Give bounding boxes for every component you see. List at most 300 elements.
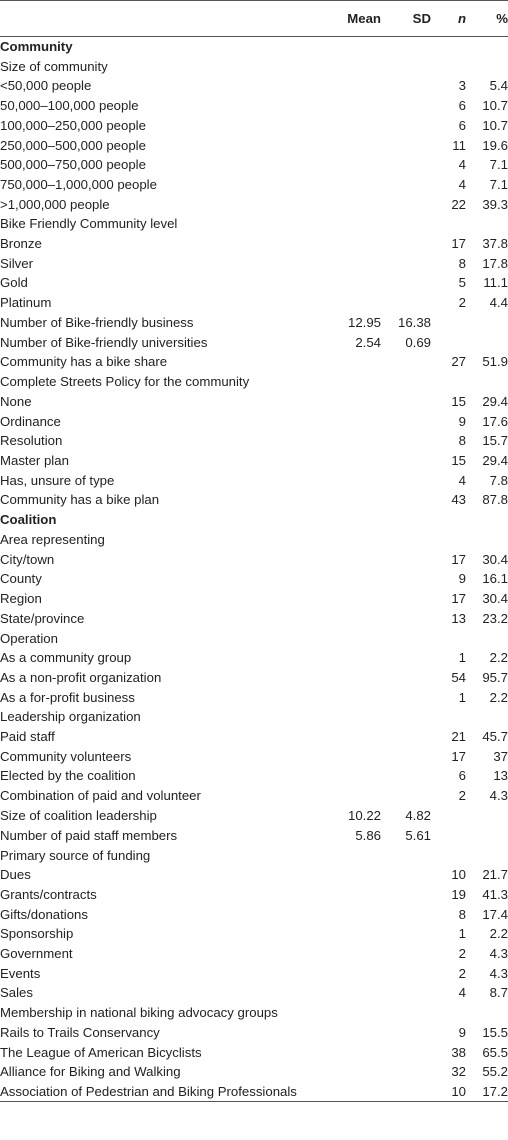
- cell-n: 2: [458, 788, 466, 804]
- cell-sd: [381, 135, 431, 155]
- cell-n: 8: [458, 433, 466, 449]
- cell-mean: [330, 628, 381, 648]
- cell-n: 4: [458, 157, 466, 173]
- cell-mean: [330, 214, 381, 234]
- cell-sd: [381, 510, 431, 530]
- cell-percent: 4.3: [489, 946, 508, 961]
- row-label: City/town: [0, 551, 55, 567]
- cell-n: [431, 530, 466, 550]
- row-label: Community has a bike share: [0, 354, 168, 370]
- cell-percent: [466, 56, 508, 76]
- header-mean: Mean: [330, 1, 381, 37]
- table-row: [0, 470, 508, 490]
- row-label: Platinum: [0, 295, 52, 311]
- cell-mean: [330, 608, 381, 628]
- row-label: Area representing: [0, 531, 105, 547]
- table-row: [0, 135, 508, 155]
- cell-n: 4: [458, 985, 466, 1001]
- cell-n: 27: [451, 354, 466, 370]
- cell-sd: [381, 786, 431, 806]
- cell-percent: [466, 707, 508, 727]
- cell-n: 21: [451, 729, 466, 745]
- cell-n: 17: [451, 551, 466, 567]
- table-row: [0, 411, 508, 431]
- cell-sd: [381, 687, 431, 707]
- table-row: [0, 944, 508, 964]
- cell-n: 38: [451, 1044, 466, 1060]
- cell-mean: [330, 510, 381, 530]
- table-row: [0, 293, 508, 313]
- header-n: n: [431, 1, 466, 37]
- table-row: [0, 392, 508, 412]
- cell-n: 1: [458, 926, 466, 942]
- cell-percent: 7.1: [489, 157, 508, 173]
- cell-sd: [381, 1062, 431, 1082]
- cell-mean: [330, 766, 381, 786]
- cell-n: [431, 825, 466, 845]
- cell-percent: 39.3: [482, 196, 508, 212]
- cell-percent: 4.4: [489, 295, 508, 311]
- row-label: 500,000–750,000 people: [0, 157, 146, 173]
- cell-sd: [381, 608, 431, 628]
- cell-mean: 5.86: [355, 827, 381, 843]
- cell-mean: [330, 392, 381, 412]
- cell-percent: 95.7: [482, 669, 508, 685]
- cell-n: 2: [458, 946, 466, 961]
- row-label: None: [0, 393, 32, 409]
- cell-percent: 4.3: [489, 788, 508, 804]
- cell-mean: [330, 194, 381, 214]
- cell-mean: 10.22: [347, 807, 381, 823]
- cell-percent: 15.5: [482, 1024, 508, 1040]
- cell-n: [431, 845, 466, 865]
- row-label: Resolution: [0, 433, 63, 449]
- header-percent: %: [466, 1, 508, 37]
- cell-sd: [381, 273, 431, 293]
- cell-percent: 8.7: [489, 985, 508, 1001]
- cell-percent: 51.9: [482, 354, 508, 370]
- row-label: As a non-profit organization: [0, 669, 162, 685]
- table-row: [0, 904, 508, 924]
- table-row: [0, 963, 508, 983]
- row-label: Leadership organization: [0, 709, 141, 725]
- cell-mean: [330, 451, 381, 471]
- table-row: [0, 1062, 508, 1082]
- cell-n: 15: [451, 453, 466, 469]
- row-label: Bronze: [0, 236, 42, 252]
- cell-mean: [330, 352, 381, 372]
- cell-sd: [381, 865, 431, 885]
- cell-percent: 17.4: [482, 906, 508, 922]
- cell-sd: 5.61: [405, 827, 431, 843]
- cell-n: [431, 56, 466, 76]
- cell-percent: 4.3: [489, 965, 508, 981]
- cell-sd: [381, 963, 431, 983]
- category-row: [0, 332, 508, 352]
- section-heading-row: [0, 37, 508, 57]
- cell-mean: [330, 727, 381, 747]
- row-label: 100,000–250,000 people: [0, 117, 146, 133]
- cell-n: [431, 1003, 466, 1023]
- row-label: Association of Pedestrian and Biking Professionals: [0, 1082, 330, 1102]
- row-label: Membership in national biking advocacy groups: [0, 1005, 278, 1021]
- cell-n: [431, 707, 466, 727]
- cell-n: 4: [458, 472, 466, 488]
- row-label: Region: [0, 591, 42, 607]
- row-label: Size of community: [0, 58, 108, 74]
- cell-n: [431, 37, 466, 57]
- cell-percent: 45.7: [482, 729, 508, 745]
- category-row: [0, 352, 508, 372]
- cell-sd: 0.69: [405, 334, 431, 350]
- cell-sd: [381, 707, 431, 727]
- cell-sd: [381, 372, 431, 392]
- row-label: Grants/contracts: [0, 886, 97, 902]
- cell-mean: [330, 687, 381, 707]
- cell-n: [431, 312, 466, 332]
- cell-percent: [466, 510, 508, 530]
- cell-mean: [330, 530, 381, 550]
- cell-sd: [381, 451, 431, 471]
- cell-sd: [381, 56, 431, 76]
- table-row: [0, 569, 508, 589]
- category-row: [0, 845, 508, 865]
- cell-n: 2: [458, 295, 466, 311]
- cell-percent: [466, 214, 508, 234]
- cell-sd: [381, 214, 431, 234]
- cell-sd: [381, 96, 431, 116]
- row-label: Bike Friendly Community level: [0, 216, 178, 232]
- cell-percent: 30.4: [482, 551, 508, 567]
- cell-percent: [466, 312, 508, 332]
- cell-mean: [330, 1062, 381, 1082]
- row-label: <50,000 people: [0, 78, 92, 94]
- cell-sd: [381, 76, 431, 96]
- section-heading-row: [0, 510, 508, 530]
- cell-sd: [381, 549, 431, 569]
- cell-n: 4: [458, 176, 466, 192]
- cell-mean: [330, 983, 381, 1003]
- cell-mean: [330, 569, 381, 589]
- cell-n: 2: [458, 965, 466, 981]
- cell-n: 1: [458, 689, 466, 705]
- cell-mean: [330, 76, 381, 96]
- cell-mean: 12.95: [347, 314, 381, 330]
- table-row: [0, 687, 508, 707]
- cell-n: 32: [451, 1064, 466, 1080]
- cell-n: 9: [458, 1024, 466, 1040]
- table-row: [0, 115, 508, 135]
- table-row: [0, 924, 508, 944]
- header-row: [0, 1, 508, 37]
- cell-sd: [381, 490, 431, 510]
- cell-n: [431, 332, 466, 352]
- cell-percent: 7.8: [489, 472, 508, 488]
- cell-mean: [330, 490, 381, 510]
- cell-mean: [330, 135, 381, 155]
- table-row: [0, 490, 508, 510]
- cell-sd: [381, 668, 431, 688]
- cell-percent: [466, 37, 508, 57]
- cell-n: 9: [458, 413, 466, 429]
- cell-mean: [330, 1003, 381, 1023]
- cell-sd: [381, 1023, 431, 1043]
- cell-n: 6: [458, 98, 466, 114]
- table-row: [0, 96, 508, 116]
- cell-sd: [381, 845, 431, 865]
- cell-mean: [330, 431, 381, 451]
- cell-mean: 2.54: [355, 334, 381, 350]
- row-label: 750,000–1,000,000 people: [0, 176, 157, 192]
- cell-percent: 15.7: [482, 433, 508, 449]
- cell-percent: [466, 530, 508, 550]
- cell-percent: 2.2: [489, 650, 508, 666]
- cell-mean: [330, 904, 381, 924]
- cell-percent: 23.2: [482, 610, 508, 626]
- cell-percent: 19.6: [482, 137, 508, 153]
- cell-sd: [381, 983, 431, 1003]
- header-sd: SD: [381, 1, 431, 37]
- cell-percent: [466, 628, 508, 648]
- cell-sd: [381, 944, 431, 964]
- cell-percent: 29.4: [482, 453, 508, 469]
- category-row: [0, 214, 508, 234]
- row-label: Number of paid staff members: [0, 827, 178, 843]
- cell-percent: 65.5: [482, 1044, 508, 1060]
- row-label: Has, unsure of type: [0, 472, 115, 488]
- row-label: Elected by the coalition: [0, 768, 136, 784]
- cell-n: [431, 214, 466, 234]
- cell-mean: [330, 845, 381, 865]
- row-label: Gold: [0, 275, 28, 291]
- cell-n: 8: [458, 255, 466, 271]
- cell-mean: [330, 1023, 381, 1043]
- cell-sd: [381, 904, 431, 924]
- cell-n: 10: [431, 1082, 466, 1102]
- cell-percent: 17.8: [482, 255, 508, 271]
- cell-sd: [381, 885, 431, 905]
- cell-sd: [381, 1082, 431, 1102]
- cell-mean: [330, 273, 381, 293]
- row-label: Master plan: [0, 453, 69, 469]
- cell-sd: [381, 648, 431, 668]
- cell-percent: [466, 845, 508, 865]
- cell-percent: 17.6: [482, 413, 508, 429]
- cell-percent: 29.4: [482, 393, 508, 409]
- cell-mean: [330, 589, 381, 609]
- table-row: [0, 273, 508, 293]
- cell-sd: [381, 530, 431, 550]
- cell-percent: 7.1: [489, 176, 508, 192]
- cell-n: [431, 510, 466, 530]
- row-label: Community: [0, 39, 73, 55]
- cell-percent: [466, 1003, 508, 1023]
- table-row: [0, 1082, 508, 1102]
- table-row: [0, 668, 508, 688]
- table-row: [0, 253, 508, 273]
- cell-sd: 16.38: [397, 314, 431, 330]
- cell-mean: [330, 253, 381, 273]
- cell-mean: [330, 175, 381, 195]
- table-row: [0, 727, 508, 747]
- row-label: Complete Streets Policy for the community: [0, 374, 250, 390]
- cell-percent: 21.7: [482, 867, 508, 883]
- cell-sd: [381, 293, 431, 313]
- cell-mean: [330, 56, 381, 76]
- cell-n: 9: [458, 571, 466, 587]
- cell-sd: [381, 253, 431, 273]
- cell-percent: 2.2: [489, 926, 508, 942]
- cell-mean: [330, 549, 381, 569]
- category-row: [0, 56, 508, 76]
- cell-percent: 17.2: [466, 1082, 508, 1102]
- row-label: Alliance for Biking and Walking: [0, 1064, 181, 1080]
- cell-percent: 2.2: [489, 689, 508, 705]
- cell-sd: [381, 746, 431, 766]
- cell-sd: [381, 37, 431, 57]
- cell-n: 54: [451, 669, 466, 685]
- row-label: Number of Bike-friendly universities: [0, 334, 208, 350]
- cell-mean: [330, 470, 381, 490]
- cell-sd: [381, 155, 431, 175]
- row-label: Community has a bike plan: [0, 492, 160, 508]
- cell-mean: [330, 746, 381, 766]
- header-label: [0, 1, 330, 37]
- row-label: County: [0, 571, 42, 587]
- row-label: Combination of paid and volunteer: [0, 788, 201, 804]
- cell-sd: [381, 234, 431, 254]
- row-label: Rails to Trails Conservancy: [0, 1024, 160, 1040]
- cell-n: 17: [451, 591, 466, 607]
- row-label: Events: [0, 965, 41, 981]
- cell-sd: [381, 1042, 431, 1062]
- cell-mean: [330, 411, 381, 431]
- category-row: [0, 825, 508, 845]
- table-row: [0, 766, 508, 786]
- cell-n: 17: [451, 236, 466, 252]
- cell-mean: [330, 668, 381, 688]
- row-label: As a for-profit business: [0, 689, 135, 705]
- cell-percent: 30.4: [482, 591, 508, 607]
- row-label: Government: [0, 946, 73, 961]
- category-row: [0, 1003, 508, 1023]
- cell-mean: [330, 234, 381, 254]
- cell-percent: 5.4: [489, 78, 508, 94]
- cell-n: 6: [458, 768, 466, 784]
- cell-sd: [381, 766, 431, 786]
- row-label: Silver: [0, 255, 33, 271]
- cell-percent: 11.1: [483, 275, 508, 291]
- cell-sd: [381, 392, 431, 412]
- cell-mean: [330, 1082, 381, 1102]
- row-label: The League of American Bicyclists: [0, 1044, 202, 1060]
- cell-mean: [330, 963, 381, 983]
- cell-sd: [381, 589, 431, 609]
- category-row: [0, 312, 508, 332]
- cell-n: 10: [451, 867, 466, 883]
- row-label: As a community group: [0, 650, 132, 666]
- cell-percent: 87.8: [482, 492, 508, 508]
- cell-n: 11: [452, 137, 466, 153]
- row-label: 250,000–500,000 people: [0, 137, 146, 153]
- table-row: [0, 549, 508, 569]
- cell-sd: [381, 175, 431, 195]
- cell-mean: [330, 1042, 381, 1062]
- cell-n: 17: [451, 748, 466, 764]
- cell-mean: [330, 885, 381, 905]
- row-label: Operation: [0, 630, 58, 646]
- cell-n: 22: [451, 196, 466, 212]
- row-label: Paid staff: [0, 729, 55, 745]
- cell-mean: [330, 865, 381, 885]
- cell-percent: 37.8: [482, 236, 508, 252]
- row-label: Dues: [0, 867, 31, 883]
- table-row: [0, 155, 508, 175]
- cell-n: 19: [451, 886, 466, 902]
- table-row: [0, 76, 508, 96]
- cell-mean: [330, 96, 381, 116]
- cell-sd: [381, 727, 431, 747]
- cell-mean: [330, 786, 381, 806]
- table-row: [0, 786, 508, 806]
- cell-mean: [330, 707, 381, 727]
- table-row: [0, 175, 508, 195]
- table-row: [0, 983, 508, 1003]
- category-row: [0, 806, 508, 826]
- cell-percent: 10.7: [482, 98, 508, 114]
- table-row: [0, 1023, 508, 1043]
- cell-mean: [330, 648, 381, 668]
- cell-percent: [466, 332, 508, 352]
- cell-sd: [381, 115, 431, 135]
- category-row: [0, 372, 508, 392]
- cell-percent: [466, 825, 508, 845]
- cell-percent: 55.2: [482, 1064, 508, 1080]
- cell-n: 13: [451, 610, 466, 626]
- table-header: [0, 1, 508, 37]
- table-row: [0, 746, 508, 766]
- cell-sd: [381, 924, 431, 944]
- cell-percent: 41.3: [482, 886, 508, 902]
- cell-mean: [330, 944, 381, 964]
- cell-n: [431, 806, 466, 826]
- table-row: [0, 451, 508, 471]
- cell-n: 1: [458, 650, 466, 666]
- table-row: [0, 431, 508, 451]
- row-label: State/province: [0, 610, 85, 626]
- table-row: [0, 234, 508, 254]
- category-row: [0, 707, 508, 727]
- cell-sd: [381, 431, 431, 451]
- cell-n: 3: [458, 78, 466, 94]
- cell-percent: 16.1: [482, 571, 508, 587]
- row-label: Coalition: [0, 512, 57, 528]
- cell-sd: [381, 1003, 431, 1023]
- cell-n: 6: [458, 117, 466, 133]
- cell-percent: [466, 806, 508, 826]
- cell-sd: [381, 411, 431, 431]
- cell-n: 8: [458, 906, 466, 922]
- cell-percent: 37: [493, 748, 508, 764]
- cell-sd: [381, 352, 431, 372]
- cell-percent: 10.7: [482, 117, 508, 133]
- category-row: [0, 530, 508, 550]
- row-label: Size of coalition leadership: [0, 807, 157, 823]
- cell-mean: [330, 372, 381, 392]
- row-label: Sponsorship: [0, 926, 74, 942]
- table-row: [0, 885, 508, 905]
- row-label: Ordinance: [0, 413, 61, 429]
